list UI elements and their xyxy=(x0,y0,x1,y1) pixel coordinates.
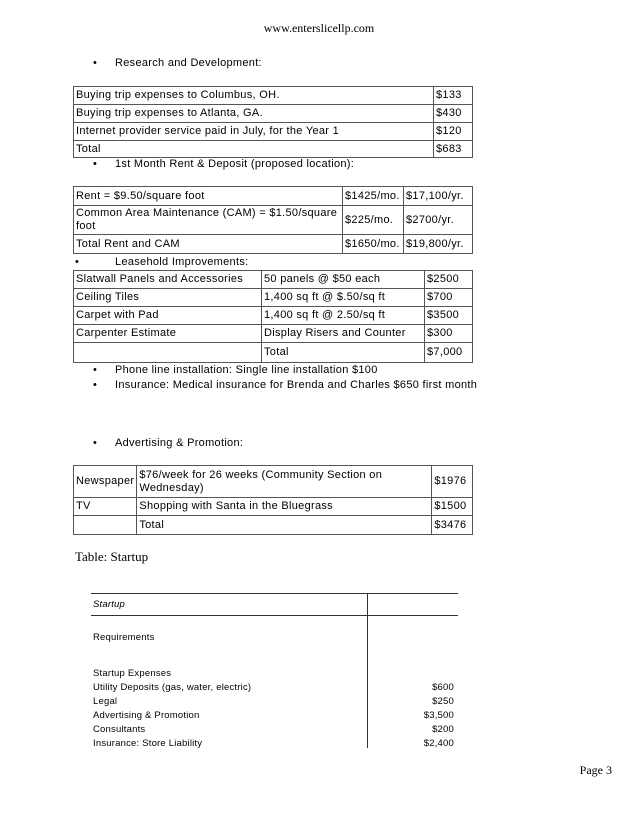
table-row xyxy=(74,307,473,325)
table-row xyxy=(74,289,473,307)
table-row xyxy=(74,235,473,254)
list-item xyxy=(93,738,457,749)
list-item xyxy=(93,682,457,693)
table-row xyxy=(74,206,473,235)
bullet-phone xyxy=(93,364,378,376)
table-cell: $3476 xyxy=(432,516,473,535)
table-cell xyxy=(74,516,137,535)
table-cell: $683 xyxy=(434,141,473,158)
bullet-insurance xyxy=(93,379,477,391)
header-url: www.enterslicellp.com xyxy=(263,21,375,35)
table-cell: Display Risers and Counter xyxy=(262,325,425,343)
leasehold-table xyxy=(73,270,473,363)
bullet-dot: • xyxy=(75,256,80,268)
table-cell: $700 xyxy=(425,289,473,307)
expense-amount: $600 xyxy=(432,682,454,693)
bullet-dot: • xyxy=(93,57,98,69)
bullet-dot: • xyxy=(93,364,98,376)
table-caption: Table: Startup xyxy=(75,549,149,564)
bullet-research-label: Research and Development: xyxy=(115,57,262,69)
expense-label: Insurance: Store Liability xyxy=(93,738,203,749)
table-row xyxy=(74,325,473,343)
rent-table xyxy=(73,186,473,254)
table-cell: $133 xyxy=(434,87,473,105)
table-cell: $2700/yr. xyxy=(404,206,473,235)
table-cell: Common Area Maintenance (CAM) = $1.50/square foot xyxy=(74,206,343,235)
list-item xyxy=(93,710,457,721)
bullet-advertising xyxy=(93,437,243,449)
table-cell: 1,400 sq ft @ $.50/sq ft xyxy=(262,289,425,307)
table-row xyxy=(74,343,473,363)
expense-label: Legal xyxy=(93,696,118,707)
table-cell: $225/mo. xyxy=(343,206,404,235)
table-cell xyxy=(74,343,262,363)
table-cell: Newspaper xyxy=(74,466,137,498)
table-cell: Buying trip expenses to Columbus, OH. xyxy=(74,87,434,105)
table-cell: $3500 xyxy=(425,307,473,325)
table-row xyxy=(74,271,473,289)
table-row xyxy=(74,466,473,498)
table-rule xyxy=(91,615,458,616)
table-cell: Ceiling Tiles xyxy=(74,289,262,307)
bullet-dot: • xyxy=(93,379,98,391)
table-row xyxy=(74,105,473,123)
table-cell: $300 xyxy=(425,325,473,343)
table-cell: $17,100/yr. xyxy=(404,187,473,206)
table-cell: 50 panels @ $50 each xyxy=(262,271,425,289)
startup-requirements: Requirements xyxy=(93,632,155,643)
expense-label: Advertising & Promotion xyxy=(93,710,200,721)
table-cell: Total xyxy=(74,141,434,158)
table-cell: $76/week for 26 weeks (Community Section on Wednesday) xyxy=(137,466,432,498)
table-row xyxy=(74,498,473,516)
bullet-rent xyxy=(93,158,354,170)
list-item xyxy=(93,696,457,707)
table-cell: Carpet with Pad xyxy=(74,307,262,325)
table-cell: Carpenter Estimate xyxy=(74,325,262,343)
bullet-insurance-label: Insurance: Medical insurance for Brenda and Charles $650 first month xyxy=(115,379,478,391)
expense-amount: $250 xyxy=(432,696,454,707)
table-row xyxy=(74,141,473,158)
research-table xyxy=(73,86,473,158)
table-cell: $1650/mo. xyxy=(343,235,404,254)
bullet-leasehold-label: Leasehold Improvements: xyxy=(115,256,249,268)
bullet-dot: • xyxy=(93,437,98,449)
bullet-dot: • xyxy=(93,158,98,170)
expense-amount: $3,500 xyxy=(423,710,454,721)
expense-label: Utility Deposits (gas, water, electric) xyxy=(93,682,252,693)
table-cell: Internet provider service paid in July, for the Year 1 xyxy=(74,123,434,141)
bullet-phone-label: Phone line installation: Single line installation $100 xyxy=(115,364,378,376)
table-cell: Rent = $9.50/square foot xyxy=(74,187,343,206)
advertising-table xyxy=(73,465,473,535)
expense-amount: $2,400 xyxy=(423,738,454,749)
table-cell: $19,800/yr. xyxy=(404,235,473,254)
bullet-leasehold xyxy=(75,256,248,268)
table-cell: $2500 xyxy=(425,271,473,289)
table-cell: $7,000 xyxy=(425,343,473,363)
table-cell: $1425/mo. xyxy=(343,187,404,206)
table-cell: Total Rent and CAM xyxy=(74,235,343,254)
expense-amount: $200 xyxy=(432,724,454,735)
table-cell: Shopping with Santa in the Bluegrass xyxy=(137,498,432,516)
table-row xyxy=(74,187,473,206)
table-rule xyxy=(91,593,458,594)
list-item xyxy=(93,724,457,735)
table-row xyxy=(74,123,473,141)
table-cell: Slatwall Panels and Accessories xyxy=(74,271,262,289)
startup-title: Startup xyxy=(93,599,126,610)
expense-label: Consultants xyxy=(93,724,146,735)
bullet-research xyxy=(93,57,262,69)
table-cell: $120 xyxy=(434,123,473,141)
table-cell: Total xyxy=(262,343,425,363)
table-cell: Total xyxy=(137,516,432,535)
bullet-advertising-label: Advertising & Promotion: xyxy=(115,437,244,449)
startup-table xyxy=(91,593,458,748)
table-row xyxy=(74,87,473,105)
table-cell: TV xyxy=(74,498,137,516)
table-row xyxy=(74,516,473,535)
table-cell: 1,400 sq ft @ 2.50/sq ft xyxy=(262,307,425,325)
bullet-rent-label: 1st Month Rent & Deposit (proposed location): xyxy=(115,158,355,170)
table-cell: $1500 xyxy=(432,498,473,516)
table-cell: $430 xyxy=(434,105,473,123)
page-number: Page 3 xyxy=(579,763,612,777)
startup-expenses-heading: Startup Expenses xyxy=(93,668,172,679)
table-cell: $1976 xyxy=(432,466,473,498)
table-cell: Buying trip expenses to Atlanta, GA. xyxy=(74,105,434,123)
